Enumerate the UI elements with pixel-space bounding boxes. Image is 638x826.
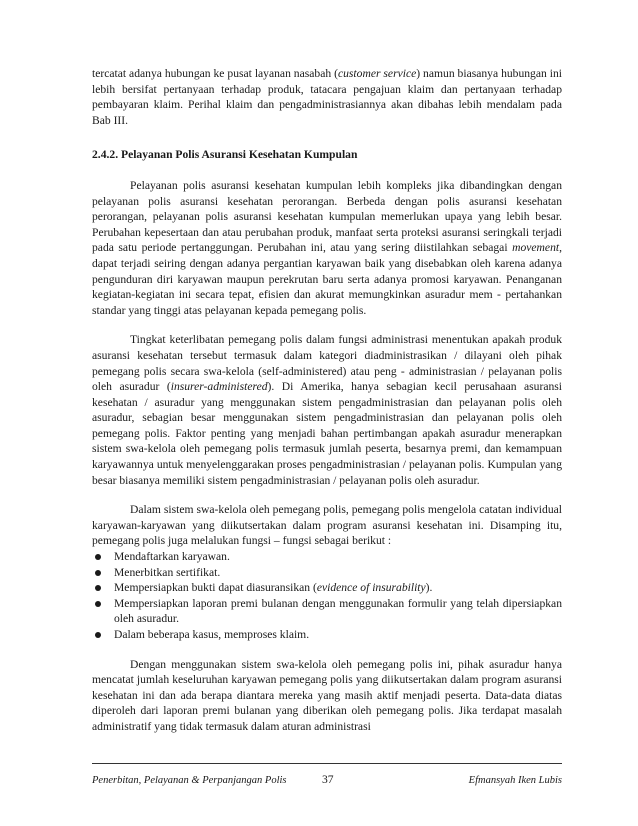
paragraph-3: Dalam sistem swa-kelola oleh pemegang polis, pemegang polis mengelola catatan individual karyawan-karyawan yang diikutsertakan dalam program asuransi kesehatan ini. Disamping itu, pemegang polis juga melalukan fungsi – fungsi sebagai berikut : (92, 503, 562, 548)
paragraph-2: Tingkat keterlibatan pemegang polis dalam fungsi administrasi menentukan apakah produk asuransi kesehatan tersebut termasuk dalam kategori diadministrasikan / dilayani oleh pihak pemegang polis secara swa-kelola (self-administered) atau peng - administrasian / pelayanan polis oleh asuradur (insurer-administered). Di Amerika, hanya sebagian kecil perusahaan asuransi kesehatan / asuradur yang menggunakan sistem pengadministrasian dan pelayanan polis oleh asuradur, sebagian besar menggunakan sistem pengadministrasian dan pelayanan polis oleh pemegang polis. Faktor penting yang menjadi bahan pertimbangan apakah asuradur menerapkan sistem swa-kelola oleh pemegang polis termasuk jumlah peserta, besarnya premi, dan kemampuan karyawannya untuk menyelenggarakan proses pengadministrasian / pelayanan polis. Kumpulan yang besar biasanya memiliki sistem pengadministrasian / pelayanan polis oleh asuradur. (92, 333, 562, 487)
list-item: Mempersiapkan laporan premi bulanan dengan menggunakan formulir yang telah dipersiapkan oleh asuradur. (92, 596, 562, 627)
list-item: Menerbitkan sertifikat. (92, 565, 562, 581)
page-number: 37 (322, 773, 334, 786)
bullet-icon (95, 570, 101, 576)
body-text (92, 66, 562, 735)
paragraph-1: Pelayanan polis asuransi kesehatan kumpulan lebih kompleks jika dibandingkan dengan pelayanan polis asuransi kesehatan perorangan. Berbeda dengan polis asuransi kesehatan perorangan, pelayanan polis asuransi kesehatan kumpulan memerlukan upaya yang lebih besar. Perubahan kepesertaan dan atau perubahan produk, manfaat serta proteksi asuransi seringkali terjadi pada satu periode pertanggungan. Perubahan ini, atau yang sering diistilahkan sebagai movement, dapat terjadi seiring dengan adanya pergantian karyawan baik yang disebabkan oleh karena adanya pengunduran diri karyawan maupun perekrutan baru serta adanya promosi karyawan. Penanganan kegiatan-kegiatan ini secara tepat, efisien dan akurat memungkinkan asuradur mem - pertahankan standar yang tinggi atas pelayanan kepada pemegang polis. (92, 178, 562, 317)
paragraph-intro: tercatat adanya hubungan ke pusat layanan nasabah (customer service) namun biasanya hubungan ini lebih bersifat pertanyaan terhadap produk, tatacara pengajuan klaim dan pertanyaan terhadap pembayaran klaim. Perihal klaim dan pengadministrasiannya akan dibahas lebih mendalam pada Bab III. (92, 67, 562, 127)
bullet-icon (95, 585, 101, 591)
bullet-icon (95, 632, 101, 638)
footer-divider (92, 763, 562, 764)
paragraph-4: Dengan menggunakan sistem swa-kelola oleh pemegang polis ini, pihak asuradur hanya mencatat jumlah keseluruhan karyawan pemegang polis yang diikutsertakan dalam program asuransi kesehatan ini dan ada berapa diantara mereka yang masih aktif menjadi peserta. Data-data diatas diperoleh dari laporan premi bulanan yang diberikan oleh pemegang polis. Jika terdapat masalah administratif yang tidak termasuk dalam aturan administrasi (92, 657, 562, 733)
list-item: Mempersiapkan bukti dapat diasuransikan (evidence of insurability). (92, 580, 562, 596)
bullet-icon (95, 601, 101, 607)
list-item: Mendaftarkan karyawan. (92, 549, 562, 565)
footer-author: Efmansyah Iken Lubis (468, 775, 562, 786)
function-list (92, 549, 562, 643)
footer-book-title: Penerbitan, Pelayanan & Perpanjangan Polis (92, 775, 287, 786)
list-item: Dalam beberapa kasus, memproses klaim. (92, 627, 562, 643)
bullet-icon (95, 554, 101, 560)
section-heading: 2.4.2. Pelayanan Polis Asuransi Kesehatan Kumpulan (92, 148, 358, 162)
